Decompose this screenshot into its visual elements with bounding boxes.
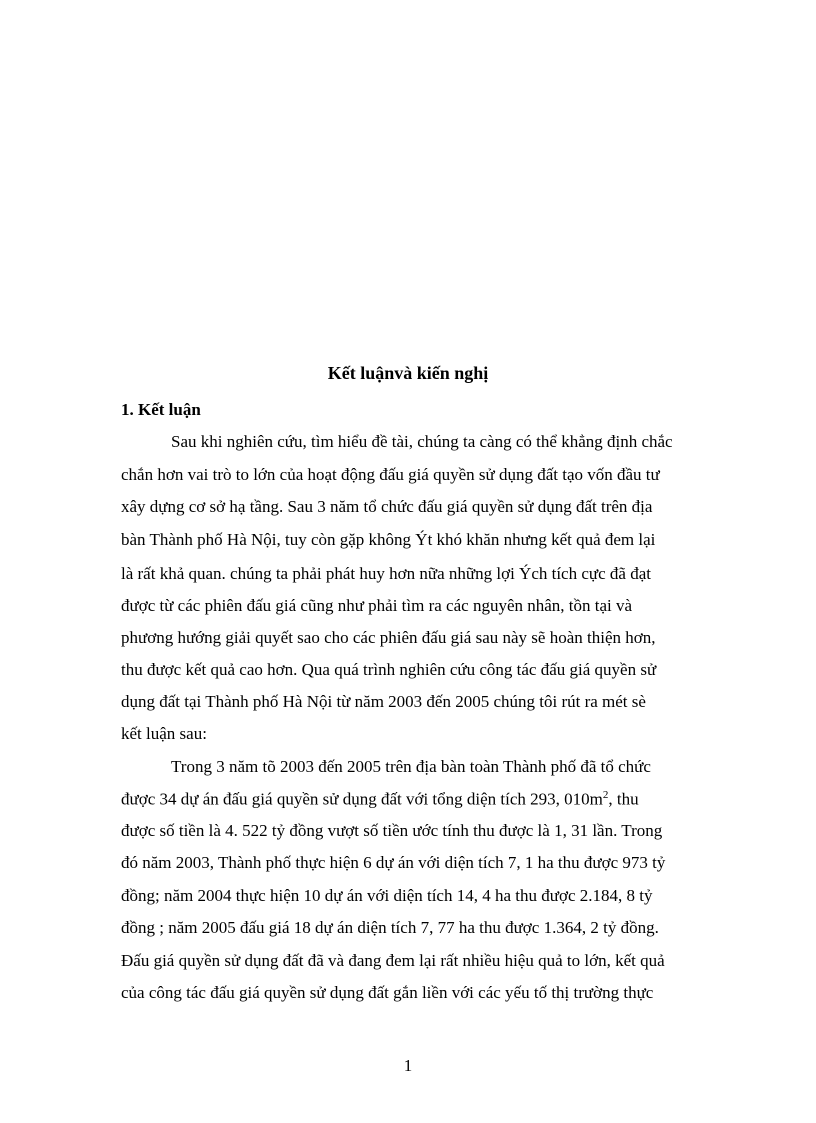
page-title: Kết luậnvà kiến nghị bbox=[327, 363, 489, 383]
paragraph-line: đó năm 2003, Thành phố thực hiện 6 dự án với diện tích 7, 1 ha thu được 973 tỷ bbox=[121, 853, 666, 872]
paragraph-line: được từ các phiên đấu giá cũng như phải tìm ra các nguyên nhân, tồn tại và bbox=[121, 596, 633, 615]
paragraph-line: kết luận sau: bbox=[121, 724, 207, 743]
paragraph-line: được số tiền là 4. 522 tỷ đồng vượt số tiền ước tính thu được là 1, 31 lần. Trong bbox=[121, 821, 663, 840]
paragraph-line: của công tác đấu giá quyền sử dụng đất gắn liền với các yếu tố thị trường thực bbox=[121, 983, 654, 1002]
paragraph-line: là rất khả quan. chúng ta phải phát huy hơn nữa những lợi Ých tích cực đã đạt bbox=[121, 564, 651, 583]
section-heading: 1. Kết luận bbox=[121, 400, 201, 419]
paragraph-line: đồng; năm 2004 thực hiện 10 dự án với diện tích 14, 4 ha thu được 2.184, 8 tỷ bbox=[121, 886, 653, 905]
paragraph-line: Đấu giá quyền sử dụng đất đã và đang đem lại rất nhiều hiệu quả to lớn, kết quả bbox=[121, 951, 665, 970]
paragraph-line: chắn hơn vai trò to lớn của hoạt động đấu giá quyền sử dụng đất tạo vốn đầu tư bbox=[121, 465, 660, 484]
paragraph-line: đồng ; năm 2005 đấu giá 18 dự án diện tích 7, 77 ha thu được 1.364, 2 tỷ đồng. bbox=[121, 918, 659, 937]
paragraph-line: Trong 3 năm tõ 2003 đến 2005 trên địa bàn toàn Thành phố đã tổ chức bbox=[171, 757, 651, 776]
paragraph-text: , thu bbox=[608, 789, 639, 809]
paragraph-line: dụng đất tại Thành phố Hà Nội từ năm 2003 đến 2005 chúng tôi rút ra mét sè bbox=[121, 692, 646, 711]
paragraph-line: bàn Thành phố Hà Nội, tuy còn gặp không Ýt khó khăn nhưng kết quả đem lại bbox=[121, 530, 656, 549]
paragraph-text: được 34 dự án đấu giá quyền sử dụng đất với tổng diện tích 293, 010m bbox=[121, 789, 603, 809]
paragraph-line: xây dựng cơ sở hạ tầng. Sau 3 năm tổ chức đấu giá quyền sử dụng đất trên địa bbox=[121, 497, 653, 516]
paragraph-line: thu được kết quả cao hơn. Qua quá trình nghiên cứu công tác đấu giá quyền sử bbox=[121, 660, 657, 679]
paragraph-line: Sau khi nghiên cứu, tìm hiểu đề tài, chúng ta càng có thể khẳng định chắc bbox=[171, 432, 673, 451]
page-number: 1 bbox=[403, 1056, 413, 1075]
paragraph-line bbox=[121, 789, 639, 810]
superscript: 2 bbox=[602, 789, 609, 801]
paragraph-line: phương hướng giải quyết sao cho các phiên đấu giá sau này sẽ hoàn thiện hơn, bbox=[121, 628, 656, 647]
